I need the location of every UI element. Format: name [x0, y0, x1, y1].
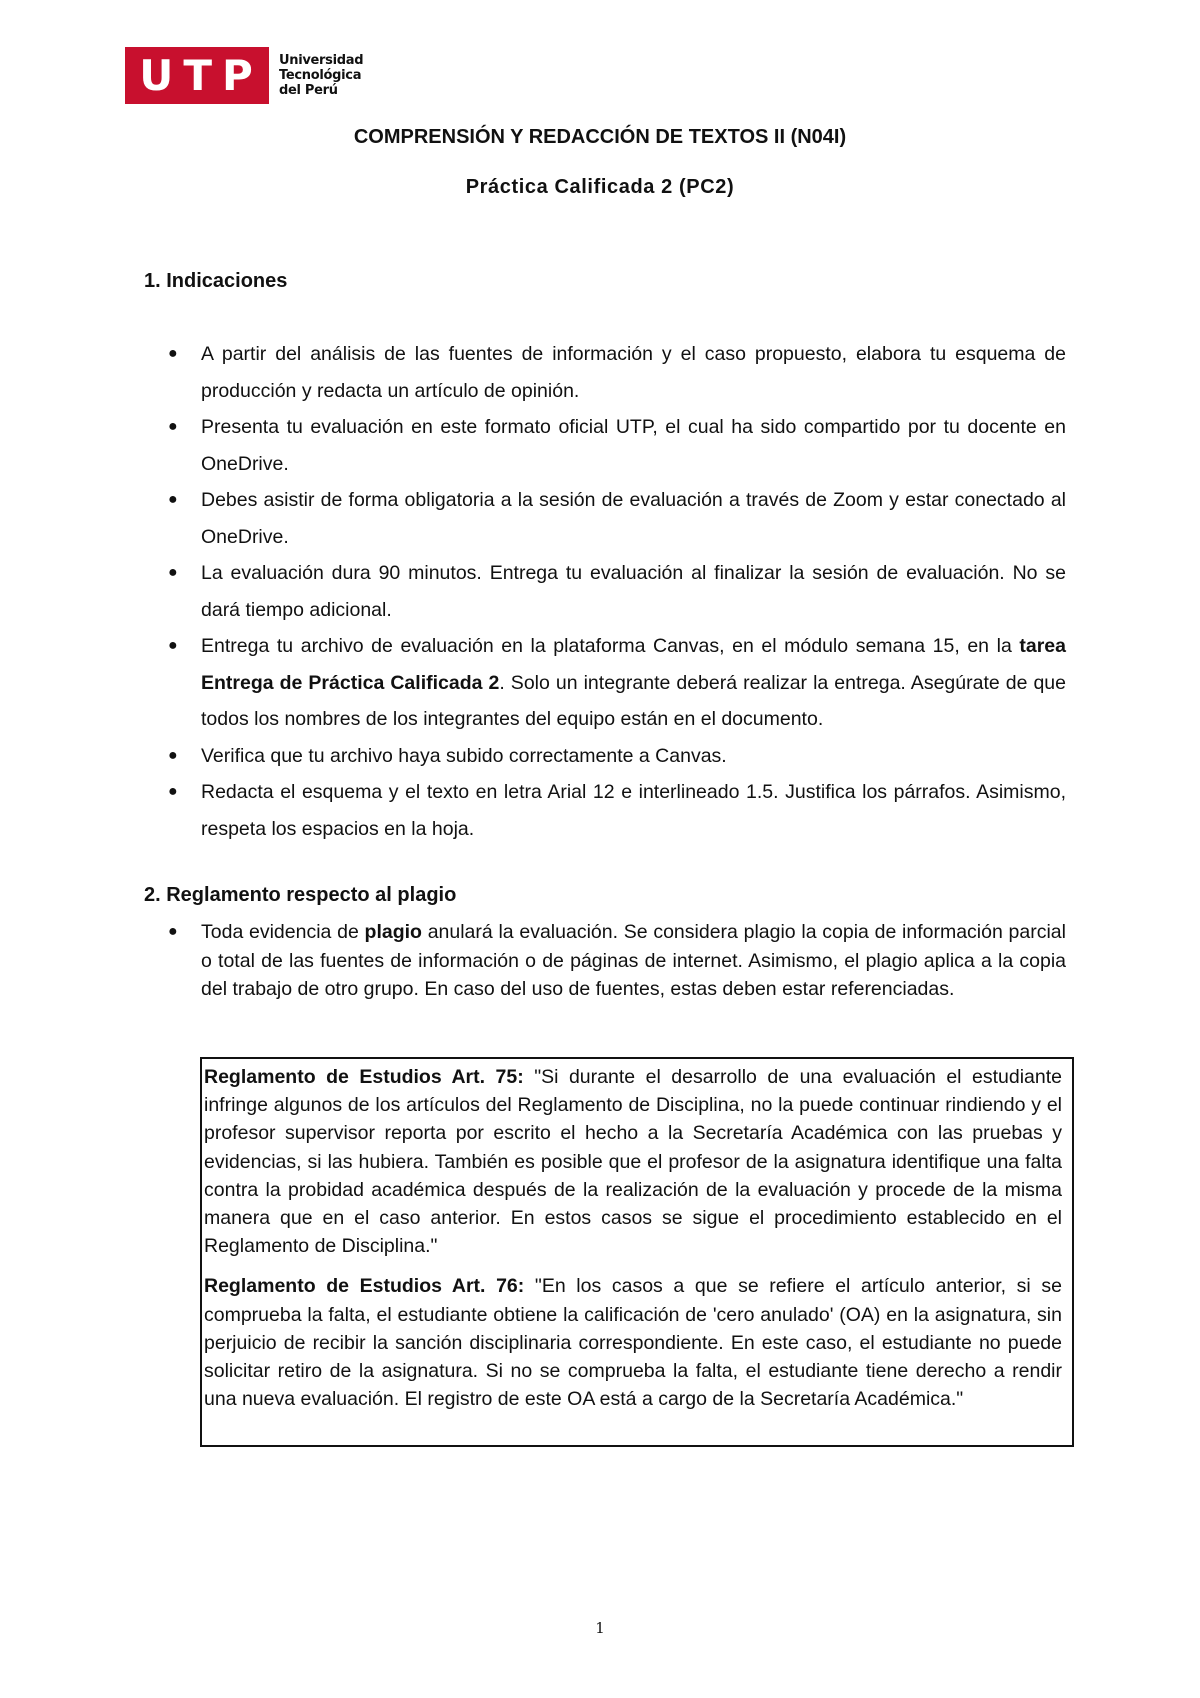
logo-line: Universidad [279, 53, 364, 68]
section-heading-indicaciones: 1. Indicaciones [144, 270, 288, 292]
bullet-icon: ● [168, 923, 178, 940]
bullet-icon: ● [168, 491, 178, 508]
regulation-art-76 [204, 1272, 1062, 1413]
list-item-text: Debes asistir de forma obligatoria a la sesión de evaluación a través de Zoom y estar conectado al OneDrive. [201, 489, 1066, 548]
section-heading-plagio: 2. Reglamento respecto al plagio [144, 884, 457, 906]
bullet-icon: ● [168, 418, 178, 435]
list-item [144, 336, 1066, 409]
bullet-icon: ● [168, 564, 178, 581]
list-item [144, 774, 1066, 847]
regulations-box [200, 1057, 1074, 1447]
utp-logo-wordmark [279, 53, 363, 98]
bullet-icon: ● [168, 345, 178, 362]
indicaciones-list [144, 336, 1066, 847]
logo-line: del Perú [279, 83, 338, 98]
list-item-text: Entrega tu archivo de evaluación en la plataforma Canvas, en el módulo semana 15, en la [201, 635, 1020, 657]
list-item-emphasis: plagio [364, 921, 422, 943]
list-item-text: . Solo un integrante deberá realizar la entrega. Asegúrate de que todos los nombres de los integrantes del equipo están en el documento. [201, 671, 1066, 730]
list-item-text: Presenta tu evaluación en este formato oficial UTP, el cual ha sido compartido por tu docente en OneDrive. [201, 416, 1066, 475]
list-item-text: anulará la evaluación. Se considera plagio la copia de información parcial o total de las fuentes de información o de páginas de internet. Asimismo, el plagio aplica a la copia del trabajo de otro grupo. En caso del uso de fuentes, estas deben estar referenciadas. [201, 921, 1066, 1000]
list-item-text: A partir del análisis de las fuentes de información y el caso propuesto, elabora tu esquema de producción y redacta un artículo de opinión. [201, 343, 1066, 402]
list-item [144, 738, 1066, 775]
list-item-text: La evaluación dura 90 minutos. Entrega tu evaluación al finalizar la sesión de evaluación. No se dará tiempo adicional. [201, 562, 1066, 621]
regulation-text: "Si durante el desarrollo de una evaluación el estudiante infringe algunos de los artículos del Reglamento de Disciplina, no la puede continuar rindiendo y el profesor supervisor reporta por escrito el hecho a la Secretaría Académica con las pruebas y evidencias, si las hubiera. También es posible que el profesor de la asignatura identifique una falta contra la probidad académica después de la realización de la evaluación y procede de la misma manera que en el caso anterior. En estos casos se sigue el procedimiento establecido en el Reglamento de Disciplina." [204, 1066, 1062, 1258]
list-item [144, 555, 1066, 628]
list-item-text: Redacta el esquema y el texto en letra Arial 12 e interlineado 1.5. Justifica los párrafos. Asimismo, respeta los espacios en la hoja. [201, 781, 1066, 840]
utp-logo-mark: UTP [125, 47, 269, 104]
list-item-emphasis: tarea Entrega de Práctica Calificada 2 [201, 635, 1066, 694]
list-item [144, 409, 1066, 482]
utp-logo [125, 47, 363, 104]
regulation-label: Reglamento de Estudios Art. 75: [204, 1066, 524, 1088]
list-item-text: Verifica que tu archivo haya subido correctamente a Canvas. [201, 744, 727, 767]
course-title: COMPRENSIÓN Y REDACCIÓN DE TEXTOS II (N04I) [353, 126, 847, 148]
document-subtitle: Práctica Calificada 2 (PC2) [465, 176, 735, 198]
list-item [144, 628, 1066, 738]
bullet-icon: ● [168, 783, 178, 800]
plagio-list [144, 918, 1066, 1004]
list-item [144, 482, 1066, 555]
page-number: 1 [595, 1619, 605, 1637]
regulation-art-75 [204, 1063, 1062, 1260]
regulation-text: "En los casos a que se refiere el artículo anterior, si se comprueba la falta, el estudiante obtiene la calificación de 'cero anulado' (OA) en la asignatura, sin perjuicio de recibir la sanción disciplinaria correspondiente. En este caso, el estudiante no puede solicitar retiro de la asignatura. Si no se comprueba la falta, el estudiante tiene derecho a rendir una nueva evaluación. El registro de este OA está a cargo de la Secretaría Académica." [204, 1275, 1062, 1411]
list-item [144, 918, 1066, 1004]
bullet-icon: ● [168, 746, 178, 764]
bullet-icon: ● [168, 637, 178, 654]
list-item-text: Toda evidencia de [201, 921, 365, 943]
logo-line: Tecnológica [279, 68, 362, 83]
regulation-label: Reglamento de Estudios Art. 76: [204, 1275, 525, 1298]
